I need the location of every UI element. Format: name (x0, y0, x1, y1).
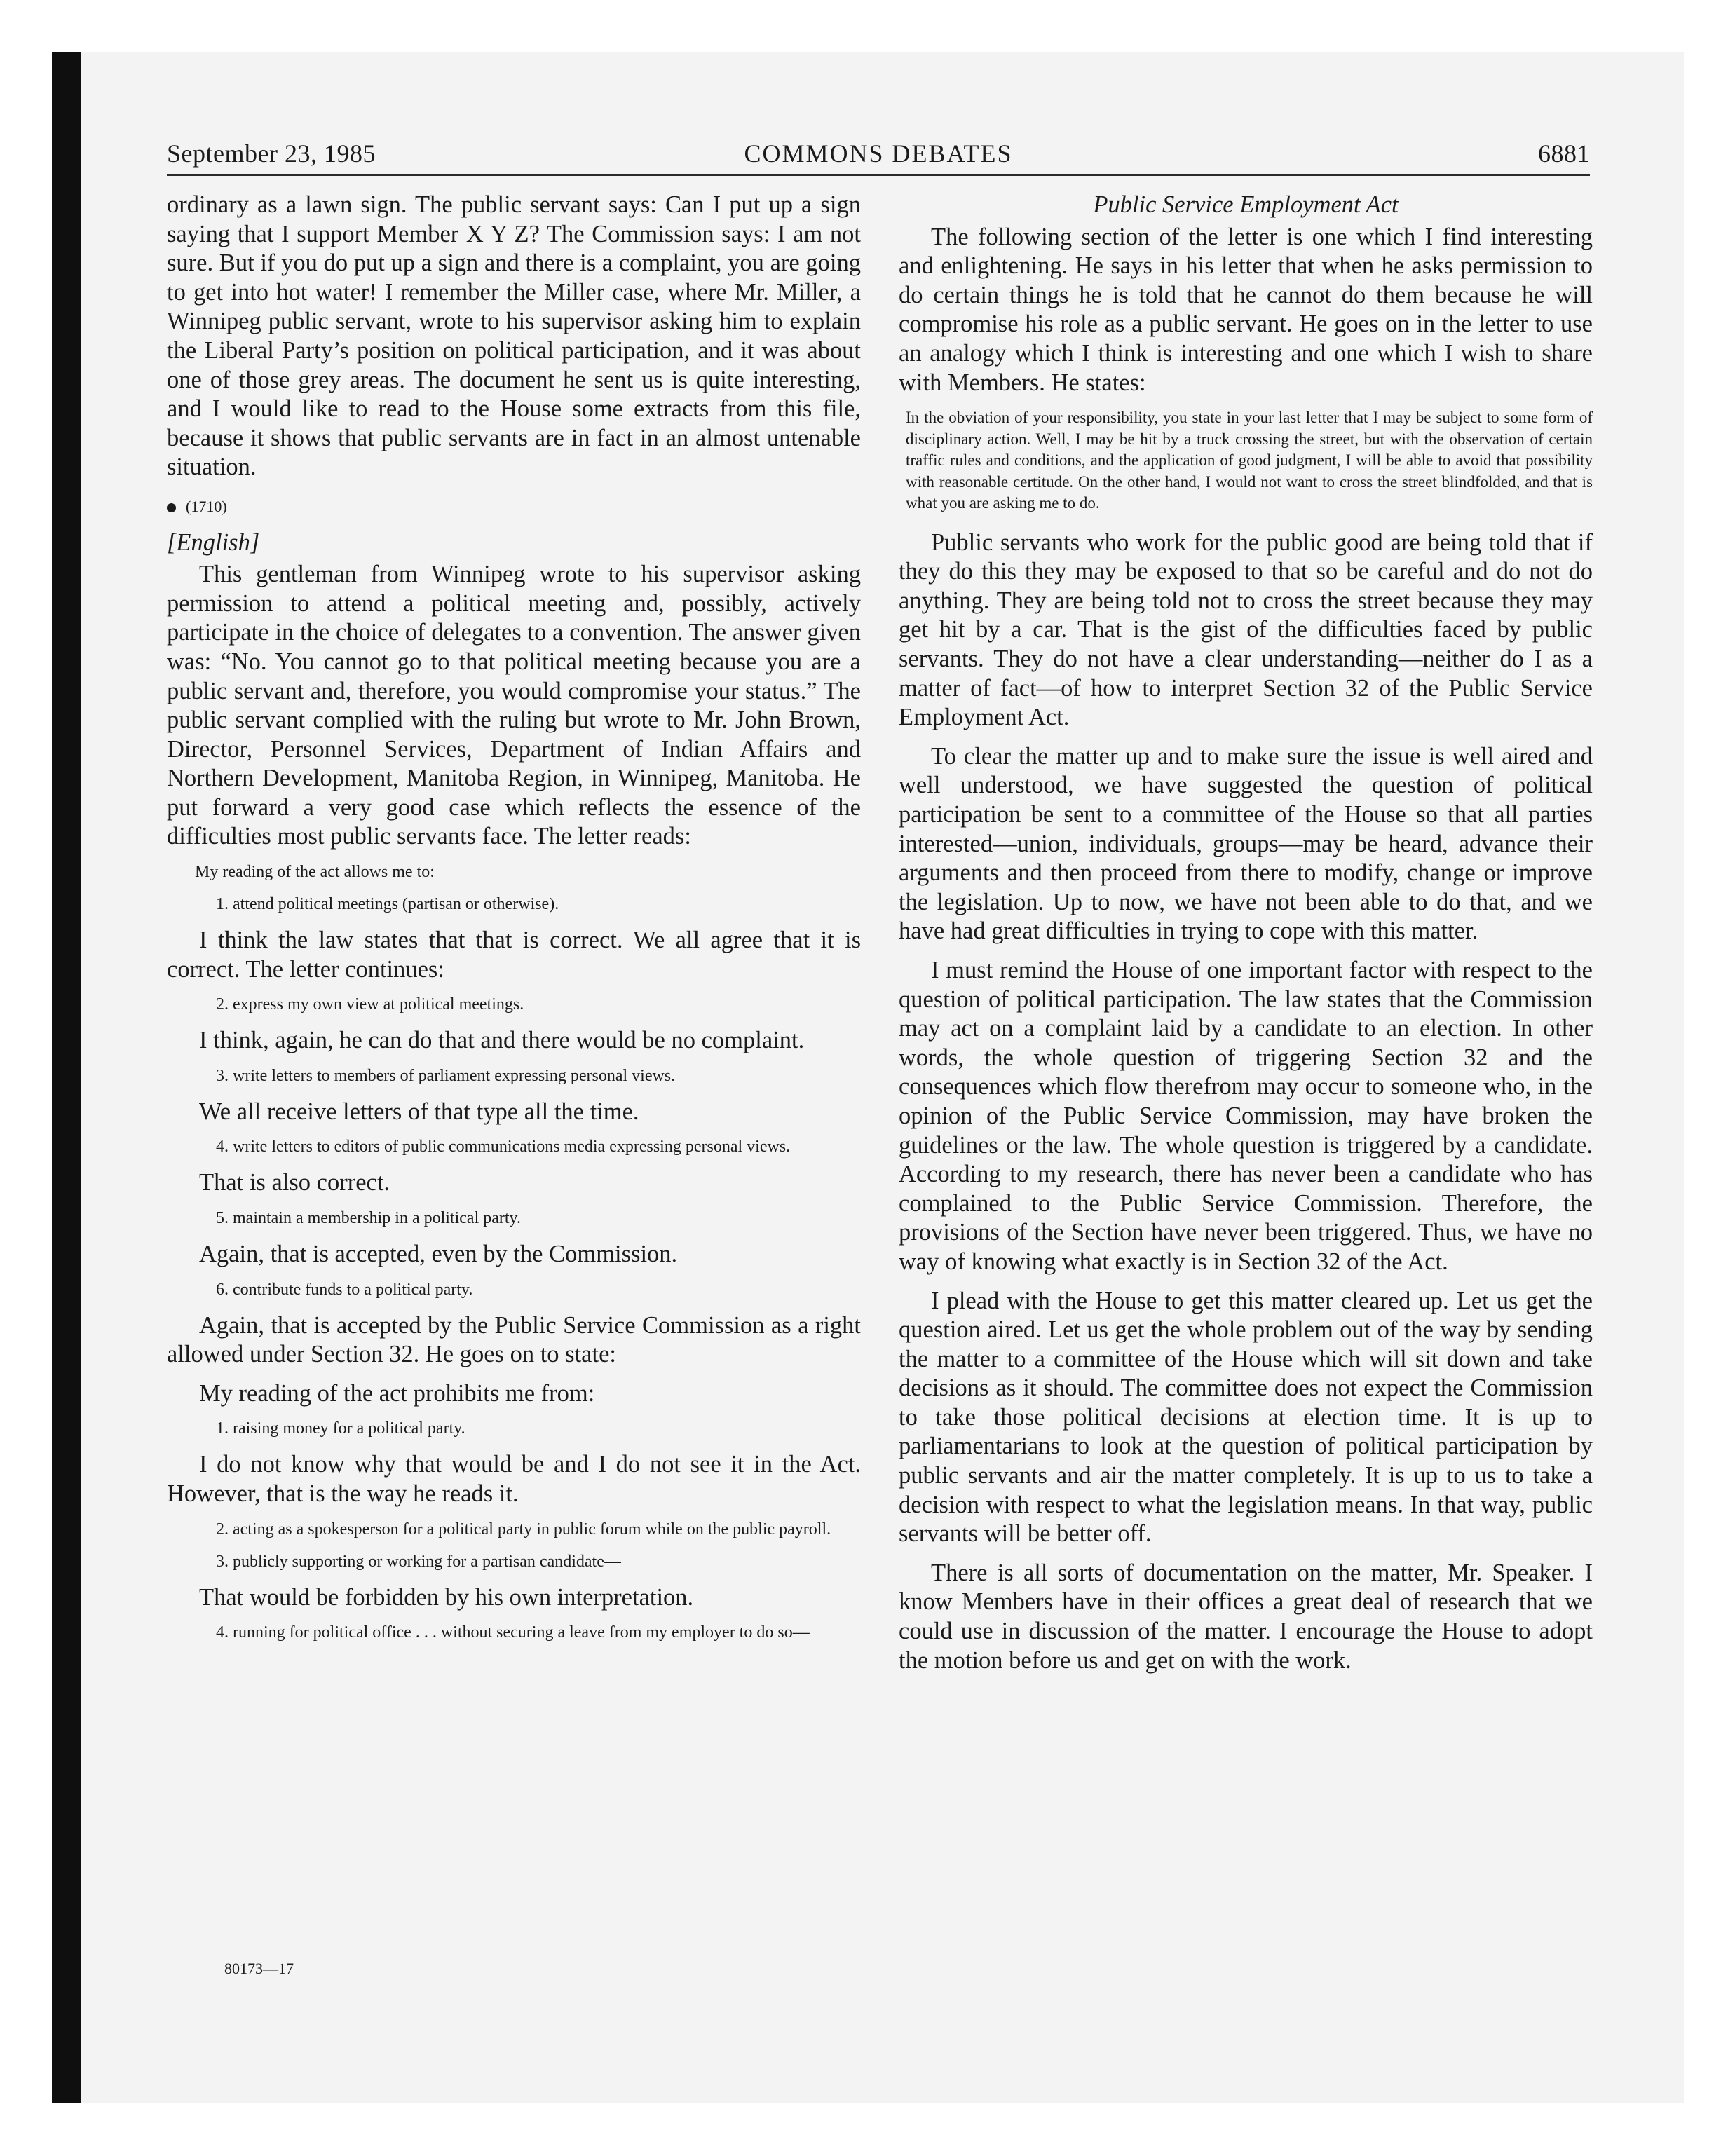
quoted-text: My reading of the act allows me to: (195, 863, 435, 882)
left-column (167, 191, 861, 1654)
list-item: 1. attend political meetings (partisan or otherwise). (216, 895, 559, 914)
list-item: 3. write letters to members of parliament expressing personal views. (216, 1066, 676, 1085)
list-item: 1. raising money for a political party. (216, 1419, 465, 1438)
timestamp-text: (1710) (186, 497, 227, 515)
page-header (167, 137, 1590, 176)
paragraph: There is all sorts of documentation on the matter, Mr. Speaker. I know Members have in their offices a great deal of research that we could use in discussion of the matter. I encourage the House to adopt the motion before us and get on with the work. (899, 1559, 1593, 1674)
timestamp (167, 492, 861, 521)
list-item: 4. write letters to editors of public communications media expressing personal views. (216, 1138, 791, 1157)
list-item: 5. maintain a membership in a political party. (216, 1209, 521, 1228)
page-number: 6881 (1538, 139, 1590, 168)
paragraph: Again, that is accepted by the Public Service Commission as a right allowed under Section 32. He goes on to state: (167, 1311, 861, 1368)
paragraph: The following section of the letter is one which I find interesting and enlightening. He says in his letter that when he asks permission to do certain things he is told that he cannot do them because he will compromise his role as a public servant. He goes on in the letter to use an analogy which I think is interesting and one which I wish to share with Members. He states: (899, 223, 1593, 396)
paragraph: I think, again, he can do that and there would be no complaint. (199, 1027, 805, 1054)
list-item: 2. acting as a spokesperson for a political party in public forum while on the public payroll. (216, 1520, 831, 1538)
right-column (899, 191, 1593, 1685)
language-marker: [English] (167, 528, 260, 556)
block-quote: In the obviation of your responsibility, you state in your last letter that I may be subject to some form of disciplinary action. Well, I may be hit by a truck crossing the street, but with the observation of certain traffic rules and conditions, and the application of good judgment, I will be able to avoid that possibility with reasonable certitude. On the other hand, I would not want to cross the street blindfolded, and that is what you are asking me to do. (906, 409, 1593, 512)
paragraph: ordinary as a lawn sign. The public servant says: Can I put up a sign saying that I support Member X Y Z? The Commission says: I am not sure. But if you do put up a sign and there is a complaint, you are going to get into hot water! I remember the Miller case, where Mr. Miller, a Winnipeg public servant, wrote to his supervisor asking him to explain the Liberal Party’s position on political participation, and it was about one of those grey areas. The document he sent us is quite interesting, and I would like to read to the House some extracts from this file, because it shows that public servants are in fact in an almost untenable situation. (167, 191, 861, 481)
paragraph: That would be forbidden by his own interpretation. (199, 1583, 694, 1611)
list-item: 3. publicly supporting or working for a partisan candidate— (216, 1552, 621, 1571)
paragraph: To clear the matter up and to make sure the issue is well aired and well understood, we have suggested the question of political participation be sent to a committee of the House so that all parties interested—union, individuals, groups—may be heard, advance their arguments and then proceed from there to modify, change or improve the legislation. Up to now, we have not been able to do that, and we have had great difficulties in trying to cope with this matter. (899, 742, 1593, 945)
paragraph: I do not know why that would be and I do not see it in the Act. However, that is the way he reads it. (167, 1451, 861, 1507)
paragraph: This gentleman from Winnipeg wrote to his supervisor asking permission to attend a political meeting and, possibly, actively participate in the choice of delegates to a convention. The answer given was: “No. You cannot go to that political meeting because you are a public servant and, therefore, you would compromise your status.” The public servant complied with the ruling but wrote to Mr. John Brown, Director, Personnel Services, Department of Indian Affairs and Northern Development, Manitoba Region, in Winnipeg, Manitoba. He put forward a very good case which reflects the essence of the difficulties most public servants face. The letter reads: (167, 561, 861, 850)
paragraph: Again, that is accepted, even by the Commission. (199, 1241, 678, 1268)
scan-border (52, 52, 81, 2103)
paragraph: I must remind the House of one important factor with respect to the question of political participation. The law states that the Commission may act on a complaint laid by a candidate to an election. In other words, the whole question of triggering Section 32 and the consequences which flow therefrom may occur to someone who, in the opinion of the Public Service Commission, may have broken the guidelines or the law. The whole question is triggered by a candidate. According to my research, there has never been a candidate who has complained to the Public Service Commission. Therefore, the provisions of the Section have never been triggered. Thus, we have no way of knowing what exactly is in Section 32 of the Act. (899, 956, 1593, 1275)
paragraph: I think the law states that that is correct. We all agree that it is correct. The letter continues: (167, 927, 861, 983)
list-item: 6. contribute funds to a political party. (216, 1280, 473, 1299)
list-item: 4. running for political office . . . without securing a leave from my employer to do so— (216, 1623, 810, 1642)
header-title: COMMONS DEBATES (744, 139, 1013, 168)
header-date: September 23, 1985 (167, 139, 376, 168)
paragraph: My reading of the act prohibits me from: (199, 1379, 595, 1407)
bullet-icon (167, 503, 176, 512)
paragraph: That is also correct. (199, 1169, 390, 1196)
paragraph: We all receive letters of that type all the time. (199, 1098, 639, 1125)
paragraph: I plead with the House to get this matter cleared up. Let us get the question aired. Let us get the whole problem out of the way by sending the matter to a committee of the House which will sit down and take decisions as it should. The committee does not expect the Commission to take those political decisions at election time. It is up to parliamentarians to look at the question of political participation by public servants and air the matter completely. It is up to us to take a decision with respect to what the legislation means. In that way, public servants will be better off. (899, 1287, 1593, 1548)
footer-code: 80173—17 (224, 1960, 294, 1977)
section-title: Public Service Employment Act (1093, 191, 1399, 218)
list-item: 2. express my own view at political meetings. (216, 995, 524, 1014)
paragraph: Public servants who work for the public good are being told that if they do this they may be exposed to that so be careful and do not do anything. They are being told not to cross the street because they may get hit by a car. That is the gist of the difficulties faced by public servants. They do not have a clear understanding—neither do I as a matter of fact—of how to interpret Section 32 of the Public Service Employment Act. (899, 528, 1593, 731)
